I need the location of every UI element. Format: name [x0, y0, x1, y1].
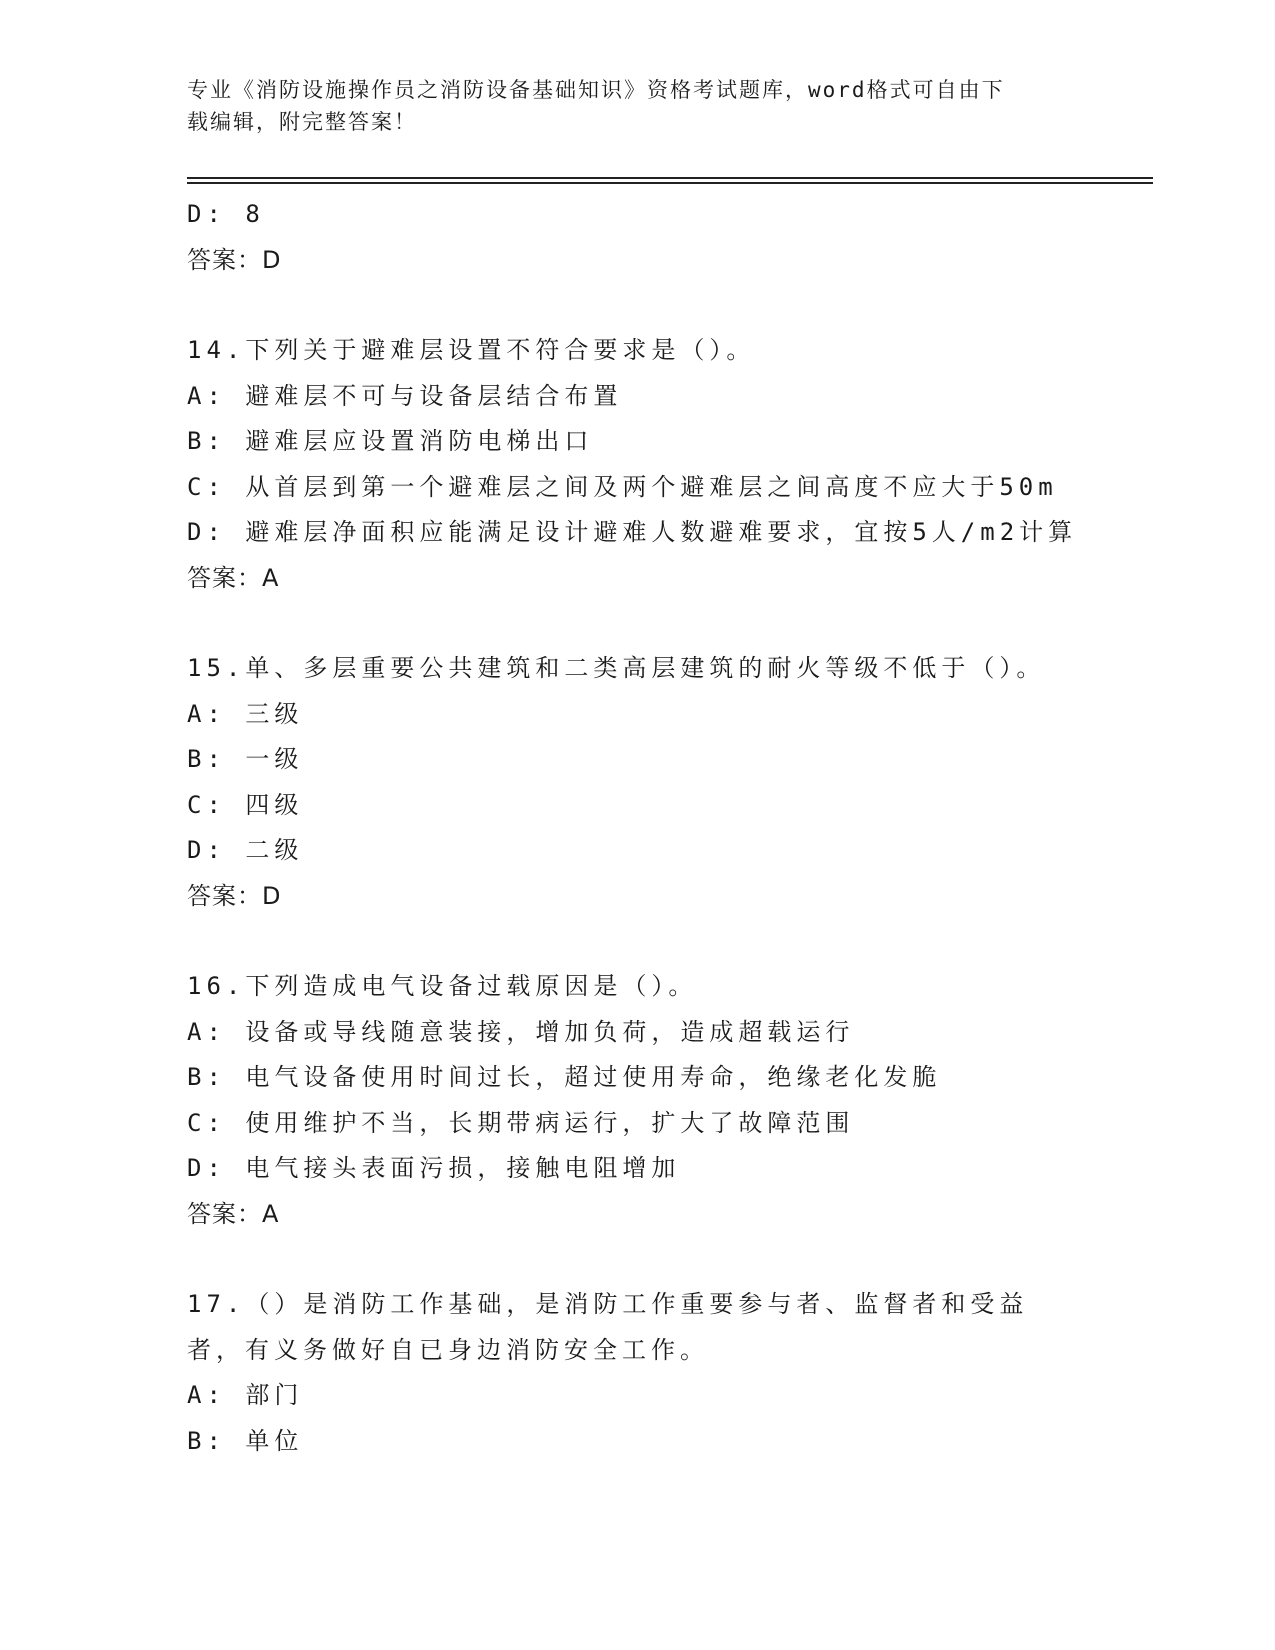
- option-d: D: 电气接头表面污损，接触电阻增加: [187, 1154, 681, 1182]
- header-line-2: 载编辑，附完整答案！: [187, 110, 417, 134]
- option-c: C: 使用维护不当，长期带病运行，扩大了故障范围: [187, 1108, 855, 1137]
- option-c: C: 四级: [187, 790, 304, 819]
- header-rule-top: [187, 177, 1153, 179]
- prev-answer: 答案：D: [187, 245, 282, 274]
- option-a: A: 避难层不可与设备层结合布置: [187, 381, 623, 410]
- option-d: D: 二级: [187, 836, 304, 864]
- document-header: [187, 74, 1087, 138]
- option-b: B: 避难层应设置消防电梯出口: [187, 427, 594, 455]
- question-17: [187, 1282, 1153, 1464]
- answer: 答案：A: [187, 563, 280, 592]
- question-stem: 16.下列造成电气设备过载原因是（）。: [187, 972, 698, 1000]
- answer: 答案：A: [187, 1199, 280, 1228]
- question-stem: 15.单、多层重要公共建筑和二类高层建筑的耐火等级不低于（）。: [187, 654, 1046, 682]
- question-14: [187, 328, 1153, 601]
- option-d: D: 避难层净面积应能满足设计避难人数避难要求，宜按5人/m2计算: [187, 518, 1078, 546]
- question-list: [187, 192, 1153, 1464]
- answer: 答案：D: [187, 881, 282, 910]
- option-a: A: 三级: [187, 699, 304, 728]
- option-c: C: 从首层到第一个避难层之间及两个避难层之间高度不应大于50m: [187, 472, 1058, 501]
- question-stem: 17.（）是消防工作基础，是消防工作重要参与者、监督者和受益者，有义务做好自已身边消防安全工作。: [187, 1290, 1029, 1364]
- prev-option-d: D: 8: [187, 200, 265, 228]
- header-line-1: 专业《消防设施操作员之消防设备基础知识》资格考试题库，word格式可自由下: [187, 78, 1005, 102]
- option-a: A: 设备或导线随意装接，增加负荷，造成超载运行: [187, 1017, 855, 1046]
- question-15: [187, 646, 1153, 919]
- option-b: B: 电气设备使用时间过长，超过使用寿命，绝缘老化发脆: [187, 1063, 942, 1091]
- question-16: [187, 964, 1153, 1237]
- question-stem: 14.下列关于避难层设置不符合要求是（）。: [187, 336, 756, 364]
- option-b: B: 一级: [187, 745, 304, 773]
- header-rule-bottom: [187, 182, 1153, 184]
- option-b: B: 单位: [187, 1426, 304, 1455]
- option-a: A: 部门: [187, 1381, 304, 1409]
